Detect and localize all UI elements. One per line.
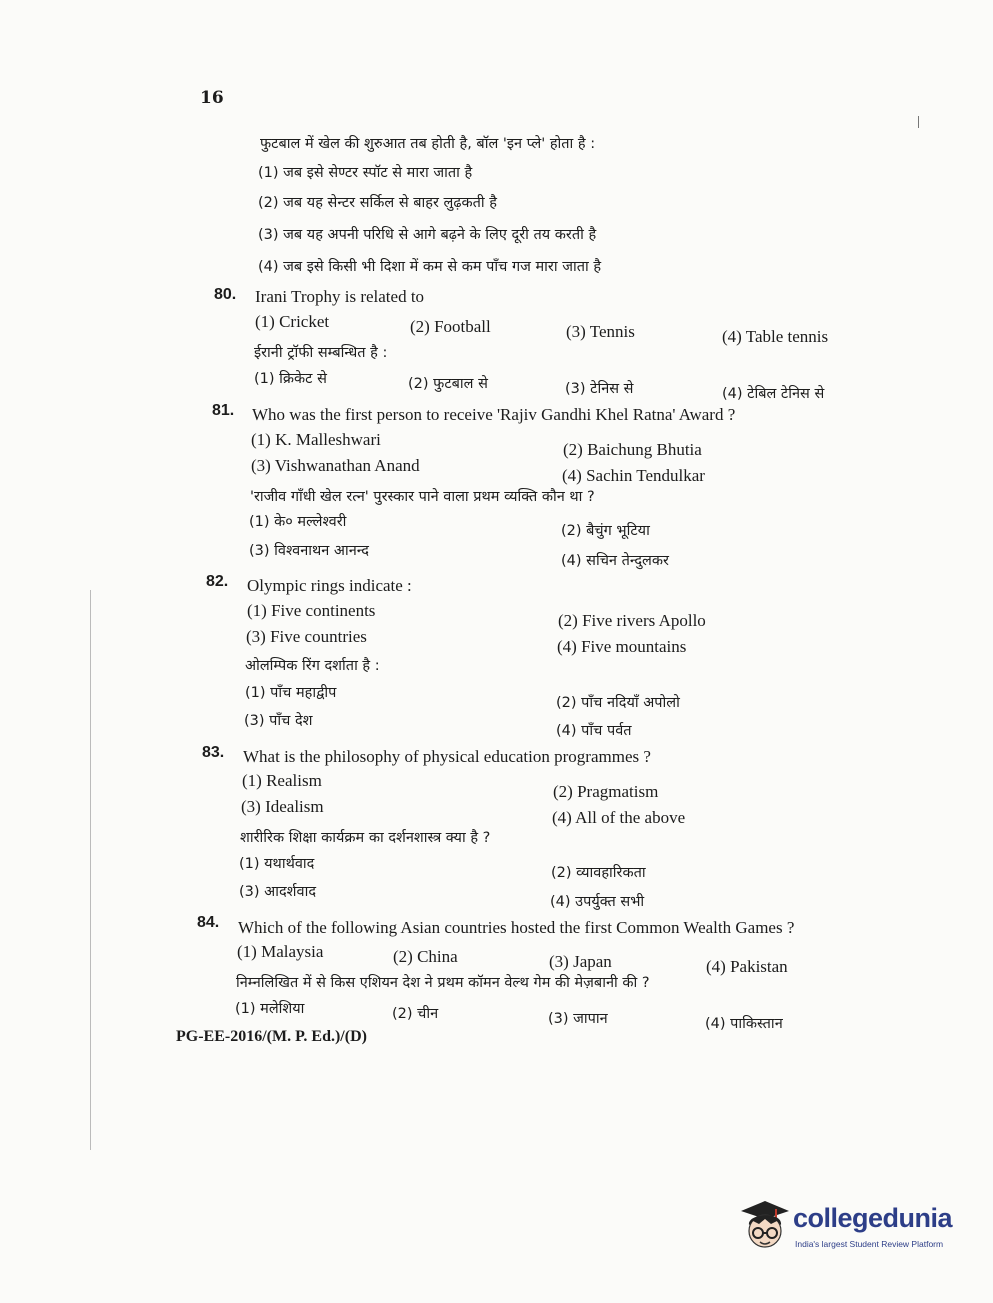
option-1-hi: (1) के० मल्लेश्वरी [249, 514, 347, 530]
option-1-en: (1) Malaysia [237, 942, 324, 961]
option-2-hi: (2) व्यावहारिकता [551, 865, 646, 881]
option-3-hi: (3) आदर्शवाद [239, 884, 317, 900]
option-2-en: (2) Baichung Bhutia [563, 440, 702, 459]
option-1-en: (1) Five continents [247, 601, 376, 620]
footer-exam-code: PG-EE-2016/(M. P. Ed.)/(D) [176, 1028, 367, 1045]
option-2-hi: (2) फुटबाल से [408, 376, 488, 392]
question-number: 82. [206, 573, 229, 590]
question-text-hi: फुटबाल में खेल की शुरुआत तब होती है, बॉल 'इन प्ले' होता है : [260, 136, 596, 152]
question-text-hi: शारीरिक शिक्षा कार्यक्रम का दर्शनशास्त्र क्या है ? [240, 830, 491, 846]
scan-mark [918, 116, 919, 128]
question-text-en: Which of the following Asian countries hosted the first Common Wealth Games ? [238, 918, 795, 937]
option-3-en: (3) Idealism [241, 797, 324, 816]
question-text-en: Irani Trophy is related to [255, 287, 425, 306]
option-3-en: (3) Tennis [566, 322, 635, 341]
option-4-hi: (4) जब इसे किसी भी दिशा में कम से कम पाँच गज मारा जाता है [258, 259, 602, 275]
option-2-hi: (2) बैचुंग भूटिया [561, 523, 650, 539]
question-number: 83. [202, 744, 225, 761]
option-1-en: (1) K. Malleshwari [251, 430, 381, 449]
logo-tagline: India's largest Student Review Platform [795, 1239, 944, 1249]
option-3-hi: (3) टेनिस से [565, 381, 634, 397]
question-number: 80. [214, 286, 237, 303]
option-4-hi: (4) उपर्युक्त सभी [550, 894, 645, 910]
option-4-en: (4) Pakistan [706, 957, 788, 976]
option-4-en: (4) Table tennis [722, 327, 829, 346]
question-text-en: What is the philosophy of physical education programmes ? [243, 747, 651, 766]
option-2-en: (2) Pragmatism [553, 782, 659, 801]
option-4-en: (4) Five mountains [557, 637, 687, 656]
logo-wordmark: collegedunia [793, 1203, 953, 1233]
option-2-en: (2) China [393, 947, 458, 966]
option-3-hi: (3) विश्वनाथन आनन्द [249, 543, 369, 559]
question-text-en: Who was the first person to receive 'Rajiv Gandhi Khel Ratna' Award ? [252, 405, 736, 424]
option-2-hi: (2) पाँच नदियाँ अपोलो [556, 695, 680, 711]
scan-margin-line [90, 590, 91, 1150]
question-number: 81. [212, 402, 235, 419]
option-4-en: (4) Sachin Tendulkar [562, 466, 705, 485]
question-text-en: Olympic rings indicate : [247, 576, 412, 595]
question-text-hi: 'राजीव गाँधी खेल रत्न' पुरस्कार पाने वाला प्रथम व्यक्ति कौन था ? [250, 489, 595, 505]
option-4-en: (4) All of the above [552, 808, 686, 827]
option-3-hi: (3) पाँच देश [244, 713, 313, 729]
option-1-hi: (1) मलेशिया [235, 1001, 305, 1017]
option-1-hi: (1) यथार्थवाद [239, 856, 315, 872]
option-1-hi: (1) पाँच महाद्वीप [245, 685, 337, 701]
option-3-hi: (3) जापान [548, 1011, 608, 1027]
option-4-hi: (4) टेबिल टेनिस से [722, 386, 825, 402]
option-1-en: (1) Realism [242, 771, 322, 790]
question-text-hi: निम्नलिखित में से किस एशियन देश ने प्रथम कॉमन वेल्थ गेम की मेज़बानी की ? [236, 975, 650, 991]
student-mascot-icon [735, 1197, 793, 1257]
option-4-hi: (4) सचिन तेन्दुलकर [561, 553, 669, 569]
option-3-en: (3) Japan [549, 952, 612, 971]
option-2-hi: (2) चीन [392, 1006, 439, 1022]
option-2-en: (2) Football [410, 317, 491, 336]
question-number: 84. [197, 914, 220, 931]
option-3-hi: (3) जब यह अपनी परिधि से आगे बढ़ने के लिए दूरी तय करती है [258, 227, 597, 243]
option-2-en: (2) Five rivers Apollo [558, 611, 706, 630]
option-4-hi: (4) पाँच पर्वत [556, 723, 632, 739]
option-3-en: (3) Vishwanathan Anand [251, 456, 420, 475]
page-number: 16 [200, 88, 224, 108]
collegedunia-logo [735, 1195, 965, 1265]
option-2-hi: (2) जब यह सेन्टर सर्किल से बाहर लुढ़कती है [258, 195, 497, 211]
option-1-hi: (1) क्रिकेट से [254, 371, 327, 387]
option-3-en: (3) Five countries [246, 627, 367, 646]
option-1-hi: (1) जब इसे सेण्टर स्पॉट से मारा जाता है [258, 165, 473, 181]
question-text-hi: ईरानी ट्रॉफी सम्बन्धित है : [254, 345, 388, 361]
option-4-hi: (4) पाकिस्तान [705, 1016, 783, 1032]
question-text-hi: ओलम्पिक रिंग दर्शाता है : [245, 658, 380, 674]
option-1-en: (1) Cricket [255, 312, 330, 331]
